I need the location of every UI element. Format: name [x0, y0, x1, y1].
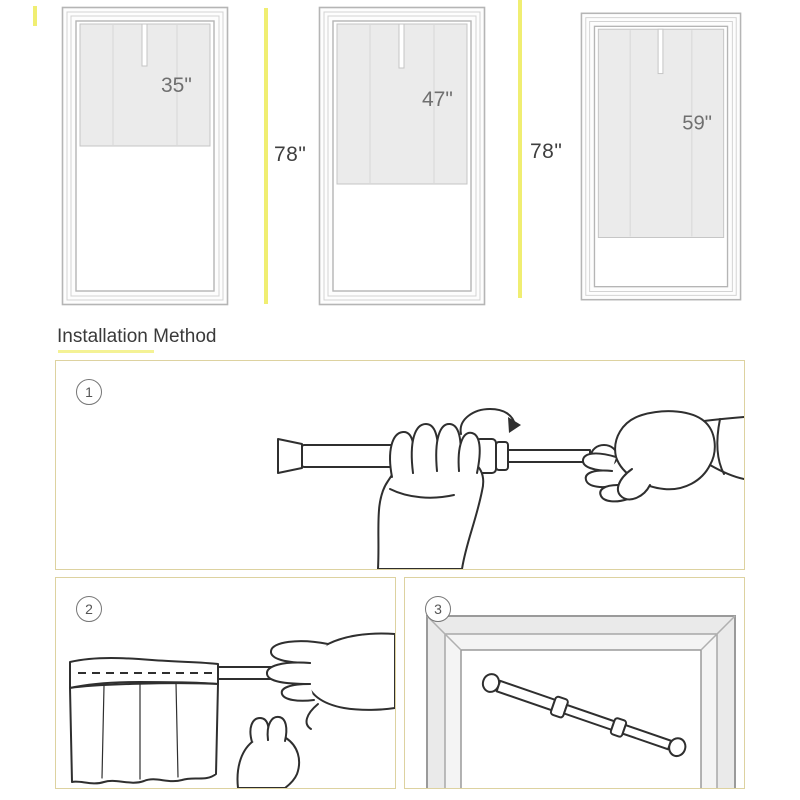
curtain-size-label: 35" — [161, 74, 192, 97]
door-frame — [427, 616, 735, 788]
title-underline — [58, 350, 154, 353]
curtain-center-split — [399, 24, 404, 68]
height-dimension-line-2 — [518, 0, 522, 298]
step-1-illustration-twist-rod — [56, 361, 744, 569]
curtain-size-label: 59" — [682, 112, 712, 135]
dimension-tick-left — [33, 6, 37, 26]
step-2-number-badge: 2 — [76, 596, 102, 622]
pushing-hand — [267, 633, 395, 729]
curtain-with-pocket — [70, 658, 218, 783]
curtain-center-split — [142, 24, 147, 66]
step-1-panel — [55, 360, 745, 570]
curtain-center-split — [658, 29, 663, 73]
rotation-arrow-icon — [461, 409, 521, 434]
height-dimension-label-2: 78" — [530, 140, 563, 163]
step-3-illustration-mounted-rod — [405, 578, 744, 788]
door-illustration-47 — [318, 5, 486, 307]
height-dimension-line-1 — [264, 8, 268, 304]
door-illustration-59 — [580, 8, 742, 305]
height-dimension-label-1: 78" — [274, 143, 307, 166]
step-3-number-badge: 3 — [425, 596, 451, 622]
right-hand — [583, 411, 744, 501]
door-illustration-35 — [60, 6, 230, 306]
step-2-panel — [55, 577, 396, 789]
step-2-illustration-insert-rod — [56, 578, 395, 788]
holding-hand — [238, 717, 300, 788]
step-3-panel — [404, 577, 745, 789]
curtain-size-label: 47" — [422, 88, 453, 111]
installation-method-title: Installation Method — [57, 326, 217, 347]
left-hand — [378, 424, 483, 569]
step-1-number-badge: 1 — [76, 379, 102, 405]
